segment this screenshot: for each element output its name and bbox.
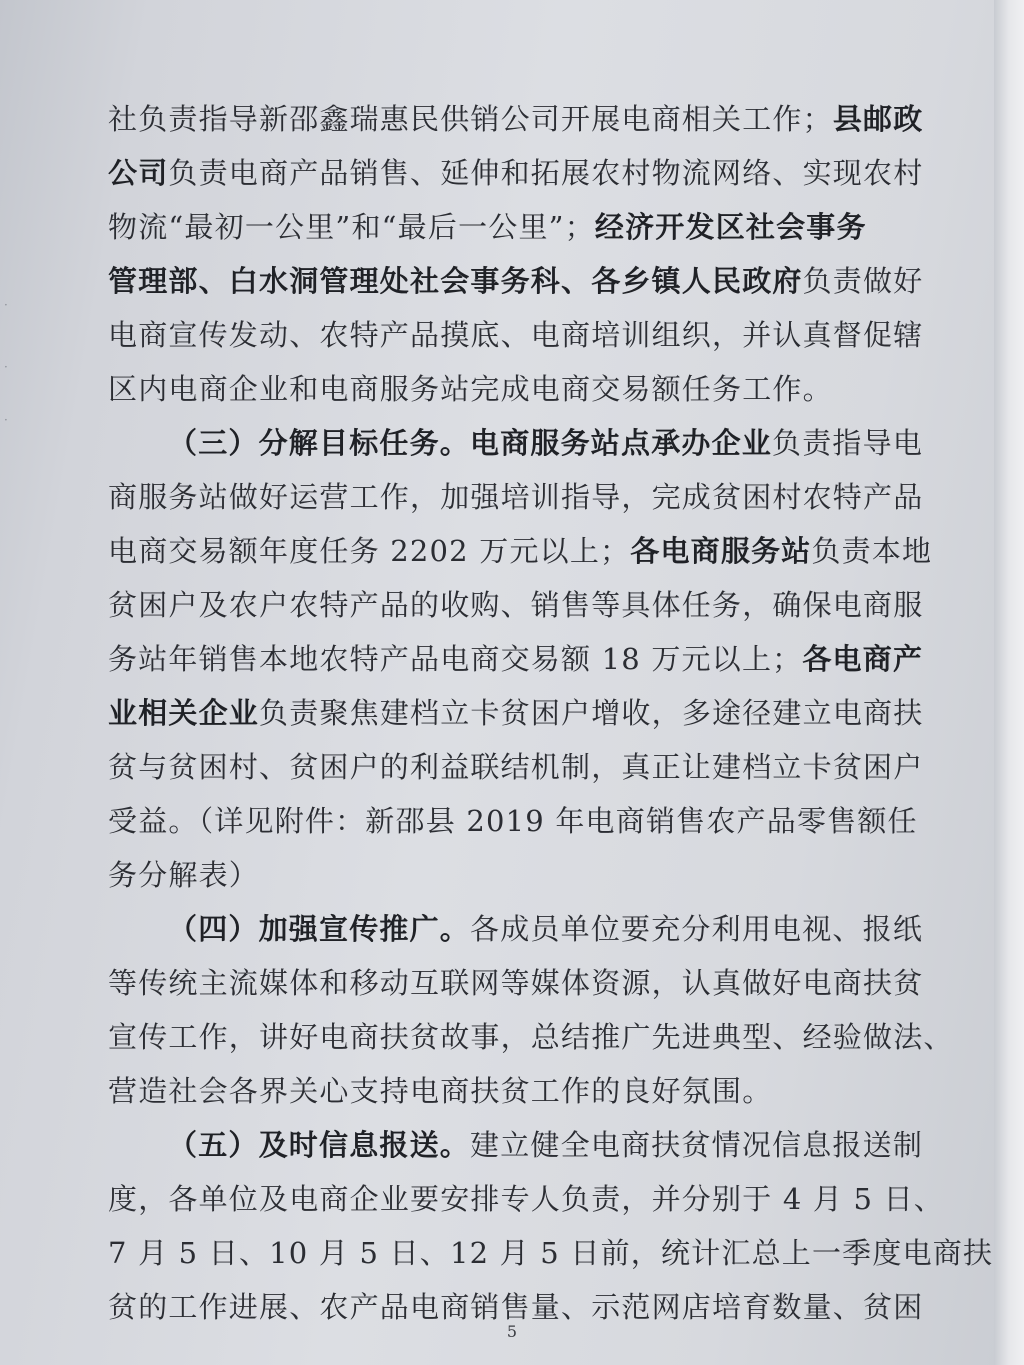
text-line [108, 416, 924, 470]
text-line [108, 362, 908, 416]
bold-text-segment: 管理部、白水洞管理处社会事务科、各乡镇人民政府 [108, 264, 803, 298]
bold-text-segment: （五）及时信息报送。 [168, 1128, 471, 1162]
bold-text-segment: 各电商产 [802, 642, 924, 676]
document-body [108, 92, 994, 1334]
text-line [108, 686, 924, 740]
text-line [108, 578, 924, 632]
text-segment: 建立健全电商扶贫情况信息报送制 [470, 1128, 924, 1162]
text-segment: 受益。（详见附件：新邵县 2019 年电商销售农产品零售额任 [108, 804, 918, 838]
bold-text-segment: 经济开发区社会事务 [594, 210, 867, 244]
page-number: 5 [506, 1322, 518, 1341]
text-line [108, 848, 908, 902]
text-segment: 务站年销售本地农特产品电商交易额 18 万元以上； [108, 642, 803, 676]
paragraph [108, 1118, 994, 1334]
text-segment: 电商交易额年度任务 2202 万元以上； [108, 534, 631, 568]
text-line [108, 1118, 924, 1172]
text-line [108, 956, 924, 1010]
bold-text-segment: 公司 [108, 156, 169, 190]
text-segment: 宣传工作，讲好电商扶贫故事，总结推广先进典型、经验做法、 [108, 1020, 954, 1054]
paragraph [108, 902, 954, 1118]
text-line [108, 92, 924, 146]
bold-text-segment: 县邮政 [832, 102, 924, 136]
text-segment: 贫困户及农户农特产品的收购、销售等具体任务，确保电商服 [108, 588, 924, 622]
text-segment: 负责本地 [811, 534, 933, 568]
text-segment: 商服务站做好运营工作，加强培训指导，完成贫困村农特产品 [108, 480, 924, 514]
text-line [108, 1064, 908, 1118]
text-line [108, 740, 924, 794]
text-line [108, 254, 924, 308]
binding-mark: · [4, 298, 8, 312]
binding-mark: · [4, 413, 8, 427]
text-line [108, 308, 924, 362]
text-line [108, 1010, 954, 1064]
binding-mark: · [4, 360, 8, 374]
text-segment: 贫的工作进展、农产品电商销售量、示范网店培育数量、贫困 [108, 1290, 924, 1324]
page-edge-shadow [994, 0, 1024, 1365]
paragraph [108, 92, 924, 416]
text-line [108, 524, 933, 578]
text-line [108, 1172, 944, 1226]
text-segment: 负责指导电 [772, 426, 924, 460]
text-line [108, 470, 924, 524]
paragraph [108, 416, 933, 902]
bold-text-segment: （四）加强宣传推广。 [168, 912, 471, 946]
text-segment: 物流“最初一公里”和“最后一公里”； [108, 210, 595, 244]
bold-text-segment: （三）分解目标任务。电商服务站点承办企业 [168, 426, 773, 460]
text-line [108, 794, 918, 848]
text-segment: 等传统主流媒体和移动互联网等媒体资源，认真做好电商扶贫 [108, 966, 924, 1000]
text-line [108, 1226, 994, 1280]
text-line [108, 902, 924, 956]
text-segment: 度，各单位及电商企业要安排专人负责，并分别于 4 月 5 日、 [108, 1182, 944, 1216]
text-line [108, 632, 924, 686]
text-segment: 营造社会各界关心支持电商扶贫工作的良好氛围。 [108, 1074, 773, 1108]
text-line [108, 200, 908, 254]
text-segment: 7 月 5 日、10 月 5 日、12 月 5 日前，统计汇总上一季度电商扶 [108, 1236, 994, 1270]
text-line [108, 146, 924, 200]
text-segment: 贫与贫困村、贫困户的利益联结机制，真正让建档立卡贫困户 [108, 750, 924, 784]
text-segment: 区内电商企业和电商服务站完成电商交易额任务工作。 [108, 372, 833, 406]
bold-text-segment: 业相关企业 [108, 696, 260, 730]
text-segment: 各成员单位要充分利用电视、报纸 [470, 912, 924, 946]
text-segment: 电商宣传发动、农特产品摸底、电商培训组织，并认真督促辖 [108, 318, 924, 352]
text-segment: 负责做好 [802, 264, 924, 298]
text-segment: 负责聚焦建档立卡贫困户增收，多途径建立电商扶 [259, 696, 924, 730]
text-segment: 负责电商产品销售、延伸和拓展农村物流网络、实现农村 [168, 156, 924, 190]
text-segment: 社负责指导新邵鑫瑞惠民供销公司开展电商相关工作； [108, 102, 833, 136]
bold-text-segment: 各电商服务站 [630, 534, 812, 568]
text-segment: 务分解表） [108, 858, 260, 892]
